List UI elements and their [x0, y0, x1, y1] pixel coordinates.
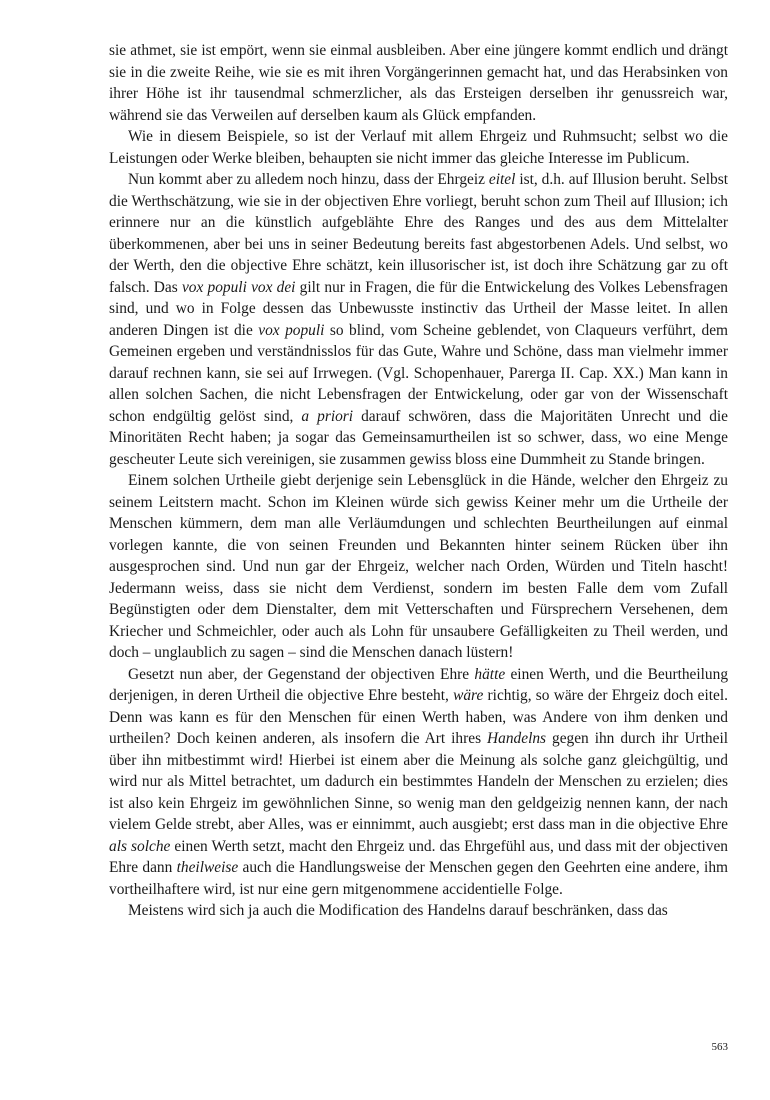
paragraph: [109, 40, 728, 126]
paragraph: [109, 470, 728, 664]
paragraph: [109, 664, 728, 901]
italic-text: hätte: [474, 665, 506, 683]
italic-text: a priori: [301, 407, 354, 425]
text-run: sie athmet, sie ist empört, wenn sie einmal ausbleiben. Aber eine jüngere kommt endlich und drängt sie in die zweite Reihe, wie sie es mit ihren Vorgängerinnen gemacht hat, und das Herabsinken von ihrer Höhe ist ihr tausendmal schmerzlicher, als das Ersteigen derselben ihr genussreich war, während sie das Verweilen auf derselben kaum als Glück empfanden.: [109, 42, 728, 124]
text-run: gegen ihn durch ihr Urtheil über ihn mitbestimmt wird! Hierbei ist einem aber die Meinung als solche ganz gleichgültig, und wird nur als Mittel betrachtet, um dadurch ein bestimmtes Handeln der Menschen zu erzielen; dies ist also kein Ehrgeiz im gewöhnlichen Sinne, so wenig man den geldgeizig nennen kann, der nach vielem Gelde strebt, aber Alles, was er einnimmt, auch ausgiebt; erst dass man in die objective Ehre: [109, 730, 728, 833]
italic-text: wäre: [453, 687, 484, 704]
text-run: auch die Handlungsweise der Menschen gegen den Geehrten eine andere, ihm vortheilhaftere wird, ist nur eine gern mitgenommene accidentielle Folge.: [109, 859, 729, 898]
italic-text: Handelns: [487, 730, 547, 747]
italic-text: vox populi vox dei: [181, 278, 296, 296]
text-run: Meistens wird sich ja auch die Modification des Handelns darauf beschränken, dass das: [128, 902, 668, 919]
italic-text: vox populi: [258, 321, 325, 339]
text-run: richtig, so wäre der Ehrgeiz doch eitel. Denn was kann es für den Menschen für einen Werth haben, was Andere von ihm denken und urtheilen? Doch keinen anderen, als insofern die Art ihres: [109, 687, 729, 747]
italic-text: eitel: [488, 171, 516, 188]
text-run: einen Werth, und die Beurtheilung derjenigen, in deren Urtheil die objective Ehre besteht,: [109, 665, 729, 704]
text-run: Nun kommt aber zu alledem noch hinzu, dass der Ehrgeiz: [128, 171, 489, 188]
paragraph: [109, 900, 728, 922]
text-run: einen Werth setzt, macht den Ehrgeiz und. das Ehrgefühl aus, und dass mit der objectiven Ehre dann: [109, 837, 728, 876]
body-text: [109, 40, 728, 922]
italic-text: theilweise: [176, 859, 239, 876]
italic-text: als solche: [109, 837, 171, 855]
text-run: ist, d.h. auf Illusion beruht. Selbst die Werthschätzung, wie sie in der objectiven Ehre vorliegt, beruht schon zum Theil auf Illusion; ich erinnere nur an die künstlich aufgeblähte Ehre des Ranges und des aus dem Mittelalter überkommenen, aber bei uns in seiner Bedeutung bereits fast abgestorbenen Adels. Und selbst, wo der Werth, den die objective Ehre schätzt, kein illusorischer ist, ist doch ihre Schätzung gar zu oft falsch. Das: [109, 171, 728, 296]
text-run: Einem solchen Urtheile giebt derjenige sein Lebensglück in die Hände, welcher den Ehrgeiz zu seinem Leitstern macht. Schon im Kleinen würde sich gewiss Keiner mehr um die Urtheile der Menschen kümmern, dem man alle Verläumdungen und schlechten Beurtheilungen auf einmal vorlegen kannte, die von seinen Freunden und Bekannten hinter seinem Rücken über ihn ausgesprochen sind. Und nun gar der Ehrgeiz, welcher nach Orden, Würden und Titeln hascht! Jedermann weiss, dass sie nicht dem Verdienst, sondern im besten Falle dem vom Zufall Begünstigten oder dem Dienstalter, dem mit Vetterschaften und Fürsprechern Versehenen, dem Kriecher und Schmeichler, oder auch als Lohn für unsaubere Gefälligkeiten zu Theil werden, und doch – unglaublich zu sagen – sind die Menschen danach lüstern!: [109, 472, 728, 661]
page-number: 563: [711, 1041, 728, 1053]
paragraph: [109, 126, 728, 169]
text-run: Gesetzt nun aber, der Gegenstand der objectiven Ehre: [128, 665, 475, 683]
text-run: gilt nur in Fragen, die für die Entwickelung des Volkes Lebensfragen sind, und wo in Folge dessen das Unbewusste instinctiv das Urtheil der Masse leitet. In allen anderen Dingen ist die: [109, 278, 728, 339]
text-run: so blind, vom Scheine geblendet, von Claqueurs verführt, dem Gemeinen ergeben und verständnisslos für das Gute, Wahre und Schöne, dass man vielmehr immer darauf rechnen kann, sie sei auf Irrwegen. (Vgl. Schopenhauer, Parerga II. Cap. XX.) Man kann in allen solchen Sachen, die nicht Lebensfragen der Entwickelung, oder gar von der Wissenschaft schon endgültig gelöst sind,: [109, 321, 728, 425]
text-run: Wie in diesem Beispiele, so ist der Verlauf mit allem Ehrgeiz und Ruhmsucht; selbst wo die Leistungen oder Werke bleiben, behaupten sie nicht immer das gleiche Interesse im Publicum.: [109, 128, 728, 167]
text-run: darauf schwören, dass die Majoritäten Unrecht und die Minoritäten Recht haben; ja sogar das Gemeinsamurtheilen ist so schwer, dass, wo eine Menge gescheuter Leute sich vereinigen, sie zusammen gewiss bloss eine Dummheit zu Stande bringen.: [109, 407, 728, 468]
paragraph: [109, 169, 728, 470]
